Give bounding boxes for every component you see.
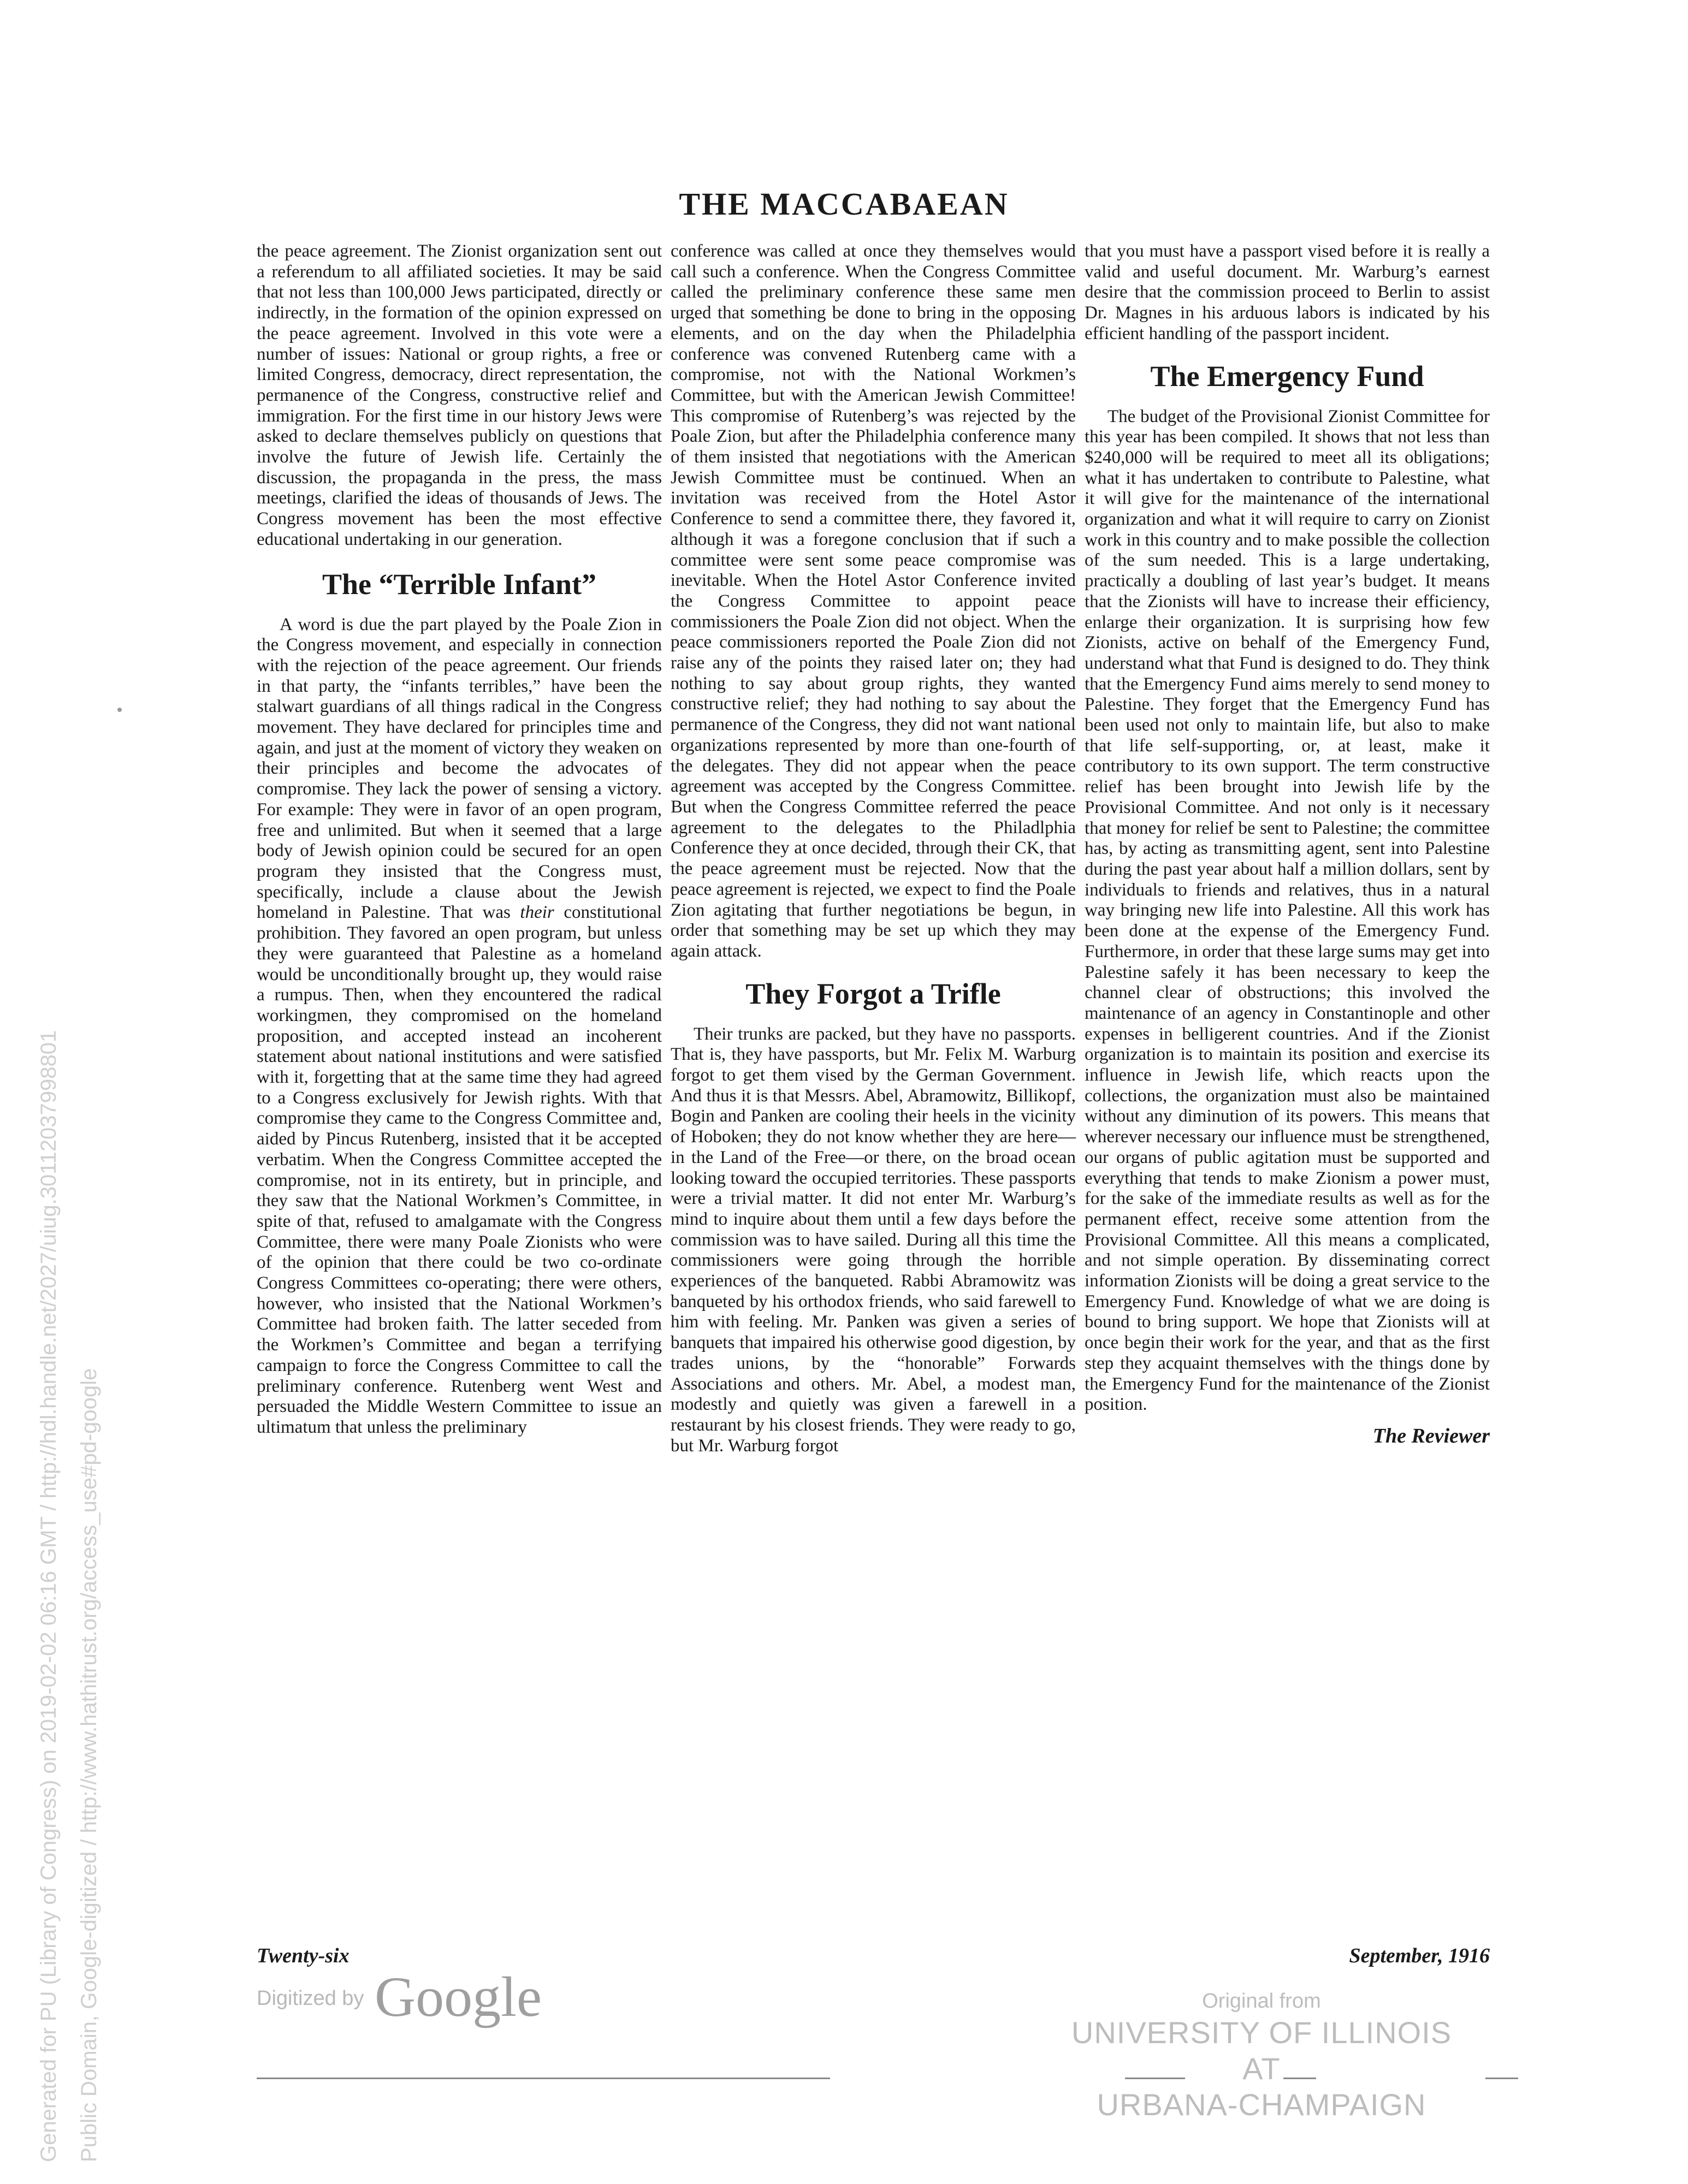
digitized-by-stamp bbox=[257, 1960, 571, 2037]
emphasis: their bbox=[520, 903, 554, 923]
section-heading-terrible-infant: The “Terrible Infant” bbox=[322, 567, 597, 601]
running-header: THE MACCABAEAN bbox=[679, 186, 1009, 222]
side-watermark bbox=[28, 1030, 109, 2162]
column-1 bbox=[257, 241, 662, 1950]
paragraph: The budget of the Provisional Zionist Committee for this year has been compiled. It shows that not less than $240,000 will be required to meet all its obligations; what it has undertaken to contribute to Palestine, what it will give for the maintenance of the international organization and what it will require to carry on Zionist work in this country and to make possible the collection of the sum needed. This is a large undertaking, practically a doubling of last year’s budget. It means that the Zionists will have to increase their efficiency, enlarge their organization. It is surprising how few Zionists, active on behalf of the Emergency Fund, understand what that Fund is designed to do. They think that the Emergency Fund aims merely to send money to Palestine. They forget that the Emergency Fund has been used not only to maintain life, but also to make that life self-supporting, or, at least, make it contributory to its own support. The term constructive relief has been brought into Jewish life by the Provisional Committee. And not only is it necessary that money for relief be sent to Palestine; the committee has, by acting as transmitting agent, sent into Palestine during the past year about half a million dollars, sent by individuals to friends and relatives, thus in a natural way bringing new life into Palestine. All this work has been done at the expense of the Emergency Fund. Furthermore, in order that these large sums may get into Palestine safely it has been necessary to keep the channel clear of obstructions; this involved the maintenance of an agency in Constantinople and other expenses in belligerent countries. And if the Zionist organization is to maintain its position and exercise its influence in Jewish life, which reacts upon the collections, the organization must also be maintained without any diminution of its powers. This means that wherever necessary our influence must be strengthened, our organs of public agitation must be supported and everything that tends to make Zionism a power must, for the sake of the immediate results as well as for the permanent effect, receive some attention from the Provisional Committee. All this means a complicated, and not simple operation. By disseminating correct information Zionists will be doing a great service to the Emergency Fund. Knowledge of what we are doing is bound to bring support. We hope that Zionists will at once begin their work for the year, and that as the first step they acquaint themselves with the things done by the Emergency Fund for the maintenance of the Zionist position. bbox=[1085, 406, 1490, 1415]
page-number: Twenty-six bbox=[257, 1944, 350, 1967]
section-heading-emergency-fund: The Emergency Fund bbox=[1150, 359, 1424, 393]
section-heading-forgot-trifle: They Forgot a Trifle bbox=[745, 977, 1001, 1010]
paragraph: conference was called at once they themselves would call such a conference. When the Congress Committee called the preliminary conference these same men urged that something be done to bring in the opposing elements, and on the day when the Philadelphia conference was convened Rutenberg came with a compromise, not with the National Workmen’s Committee, but with the American Jewish Committee! This compromise of Rutenberg’s was rejected by the Poale Zion, but after the Philadelphia conference many of them insisted that negotiations with the American Jewish Committee must be continued. When an invitation was received from the Hotel Astor Conference to send a committee there, they favored it, although it was a foregone conclusion that if such a committee were sent some peace compromise was inevitable. When the Hotel Astor Conference invited the Congress Committee to appoint peace commissioners the Poale Zion did not object. When the peace commissioners reported the Poale Zion did not raise any of the points they raised later on; they had nothing to say about group rights, they wanted constructive relief; they had nothing to say about the permanence of the Congress, they did not want national organizations represented by more than one-fourth of the delegates. They did not appear when the peace agreement was accepted by the Congress Committee. But when the Congress Committee referred the peace agreement to the delegates to the Philadlphia Conference they at once decided, through their CK, that the peace agreement must be rejected. Now that the peace agreement is rejected, we expect to find the Poale Zion agitating that further negotiations be begun, in order that something may be set up which they may again attack. bbox=[671, 241, 1076, 961]
paragraph: the peace agreement. The Zionist organization sent out a referendum to all affiliated societies. It may be said that not less than 100,000 Jews participated, directly or indirectly, in the formation of the opinion expressed on the peace agreement. Involved in this vote were a number of issues: National or group rights, a free or limited Congress, democracy, direct representation, the permanence of the Congress, constructive relief and immigration. For the first time in our history Jews were asked to declare themselves publicly on questions that involve the future of Jewish life. Certainly the discussion, the propaganda in the press, the mass meetings, clarified the ideas of thousands of Jews. The Congress movement has been the most effective educational undertaking in our generation. bbox=[257, 241, 662, 549]
scan-rule bbox=[1485, 2078, 1518, 2079]
original-from-label: Original from bbox=[1202, 1990, 1321, 2013]
issue-date: September, 1916 bbox=[1349, 1944, 1490, 1967]
side-watermark-line-1: Generated for PU (Library of Congress) on 2019-02-02 06:16 GMT / http://hdl.handle.net/2027/uiug.30112037998801 bbox=[37, 1030, 61, 2162]
google-logo-text: Google bbox=[375, 1966, 542, 2028]
digitized-by-label: Digitized by bbox=[257, 1986, 364, 2010]
column-2 bbox=[671, 241, 1076, 1950]
google-logo bbox=[375, 1966, 571, 2031]
paragraph: Their trunks are packed, but they have no passports. That is, they have passports, but Mr. Felix M. Warburg forgot to get them vised by the German Government. And thus it is that Messrs. Abel, Abramowitz, Billikopf, Bogin and Panken are cooling their heels in the vicinity of Hoboken; they do not know whether they are here—in the Land of the Free—or there, on the broad ocean looking toward the occupied territories. These passports were a trivial matter. It did not enter Mr. Warburg’s mind to inquire about them until a few days before the commission was to have sailed. During all this time the commissioners were going through the horrible experiences of the banqueted. Rabbi Abramowitz was banqueted by his orthodox friends, who said farewell to him with feeling. Mr. Panken was given a series of banquets that impaired his otherwise good digestion, by trades unions, by the “honorable” Forwards Associations and others. Mr. Abel, a modest man, modestly and quietly was given a farewell in a restaurant by his closest friends. They were ready to go, but Mr. Warburg forgot bbox=[671, 1024, 1076, 1456]
scan-speck bbox=[117, 708, 122, 712]
paragraph: that you must have a passport vised before it is really a valid and useful document. Mr. Warburg’s earnest desire that the commission proceed to Berlin to assist Dr. Magnes in his arduous labors is indicated by his efficient handling of the passport incident. bbox=[1085, 241, 1490, 343]
institution-name-line-2: URBANA-CHAMPAIGN bbox=[1097, 2087, 1426, 2122]
paragraph bbox=[257, 615, 662, 1438]
column-3 bbox=[1085, 241, 1490, 1950]
institution-name-line-1: UNIVERSITY OF ILLINOIS AT bbox=[1071, 2015, 1452, 2086]
side-watermark-line-2: Public Domain, Google-digitized / http://www.hathitrust.org/access_use#pd-google bbox=[77, 1368, 101, 2162]
scan-rule bbox=[1283, 2078, 1316, 2079]
paragraph-text: constitutional prohibition. They favored an open program, but unless they were guaranteed that Palestine as a homeland would be unconditionally brought up, they would raise a rumpus. Then, when they encountered the radical workingmen, they compromised on the homeland proposition, and accepted instead an incoherent statement about national institutions and were satisfied with it, forgetting that at the same time they had agreed to a Congress exclusively for Jewish rights. With that compromise they came to the Congress Committee and, aided by Pincus Rutenberg, insisted that it be accepted verbatim. When the Congress Committee accepted the compromise, not in its entirety, but in principle, and they saw that the National Workmen’s Committee, in spite of that, refused to amalgamate with the Congress Committee, there were many Poale Zionists who were of the opinion that there could be two co-ordinate Congress Committees co-operating; there were others, however, who insisted that the National Workmen’s Committee had broken faith. The latter seceded from the Workmen’s Committee and began a terrifying campaign to force the Congress Committee to call the preliminary conference. Rutenberg went West and persuaded the Middle Western Committee to issue an ultimatum that unless the preliminary bbox=[257, 903, 662, 1437]
paragraph-text: A word is due the part played by the Poale Zion in the Congress movement, and especially in connection with the rejection of the peace agreement. Our friends in that party, the “infants terribles,” have been the stalwart guardians of all things radical in the Congress movement. They have declared for principles time and again, and just at the moment of victory they weaken on their principles and become the advocates of compromise. They lack the power of sensing a victory. For example: They were in favor of an open program, free and unlimited. But when it seemed that a large body of Jewish opinion could be secured for an open program they insisted that the Congress must, specifically, include a clause about the Jewish homeland in Palestine. That was bbox=[257, 614, 662, 923]
author-signature: The Reviewer bbox=[1372, 1424, 1490, 1447]
scan-rule bbox=[1125, 2078, 1185, 2079]
original-from-stamp bbox=[1065, 1987, 1458, 2123]
scan-rule bbox=[257, 2078, 830, 2079]
